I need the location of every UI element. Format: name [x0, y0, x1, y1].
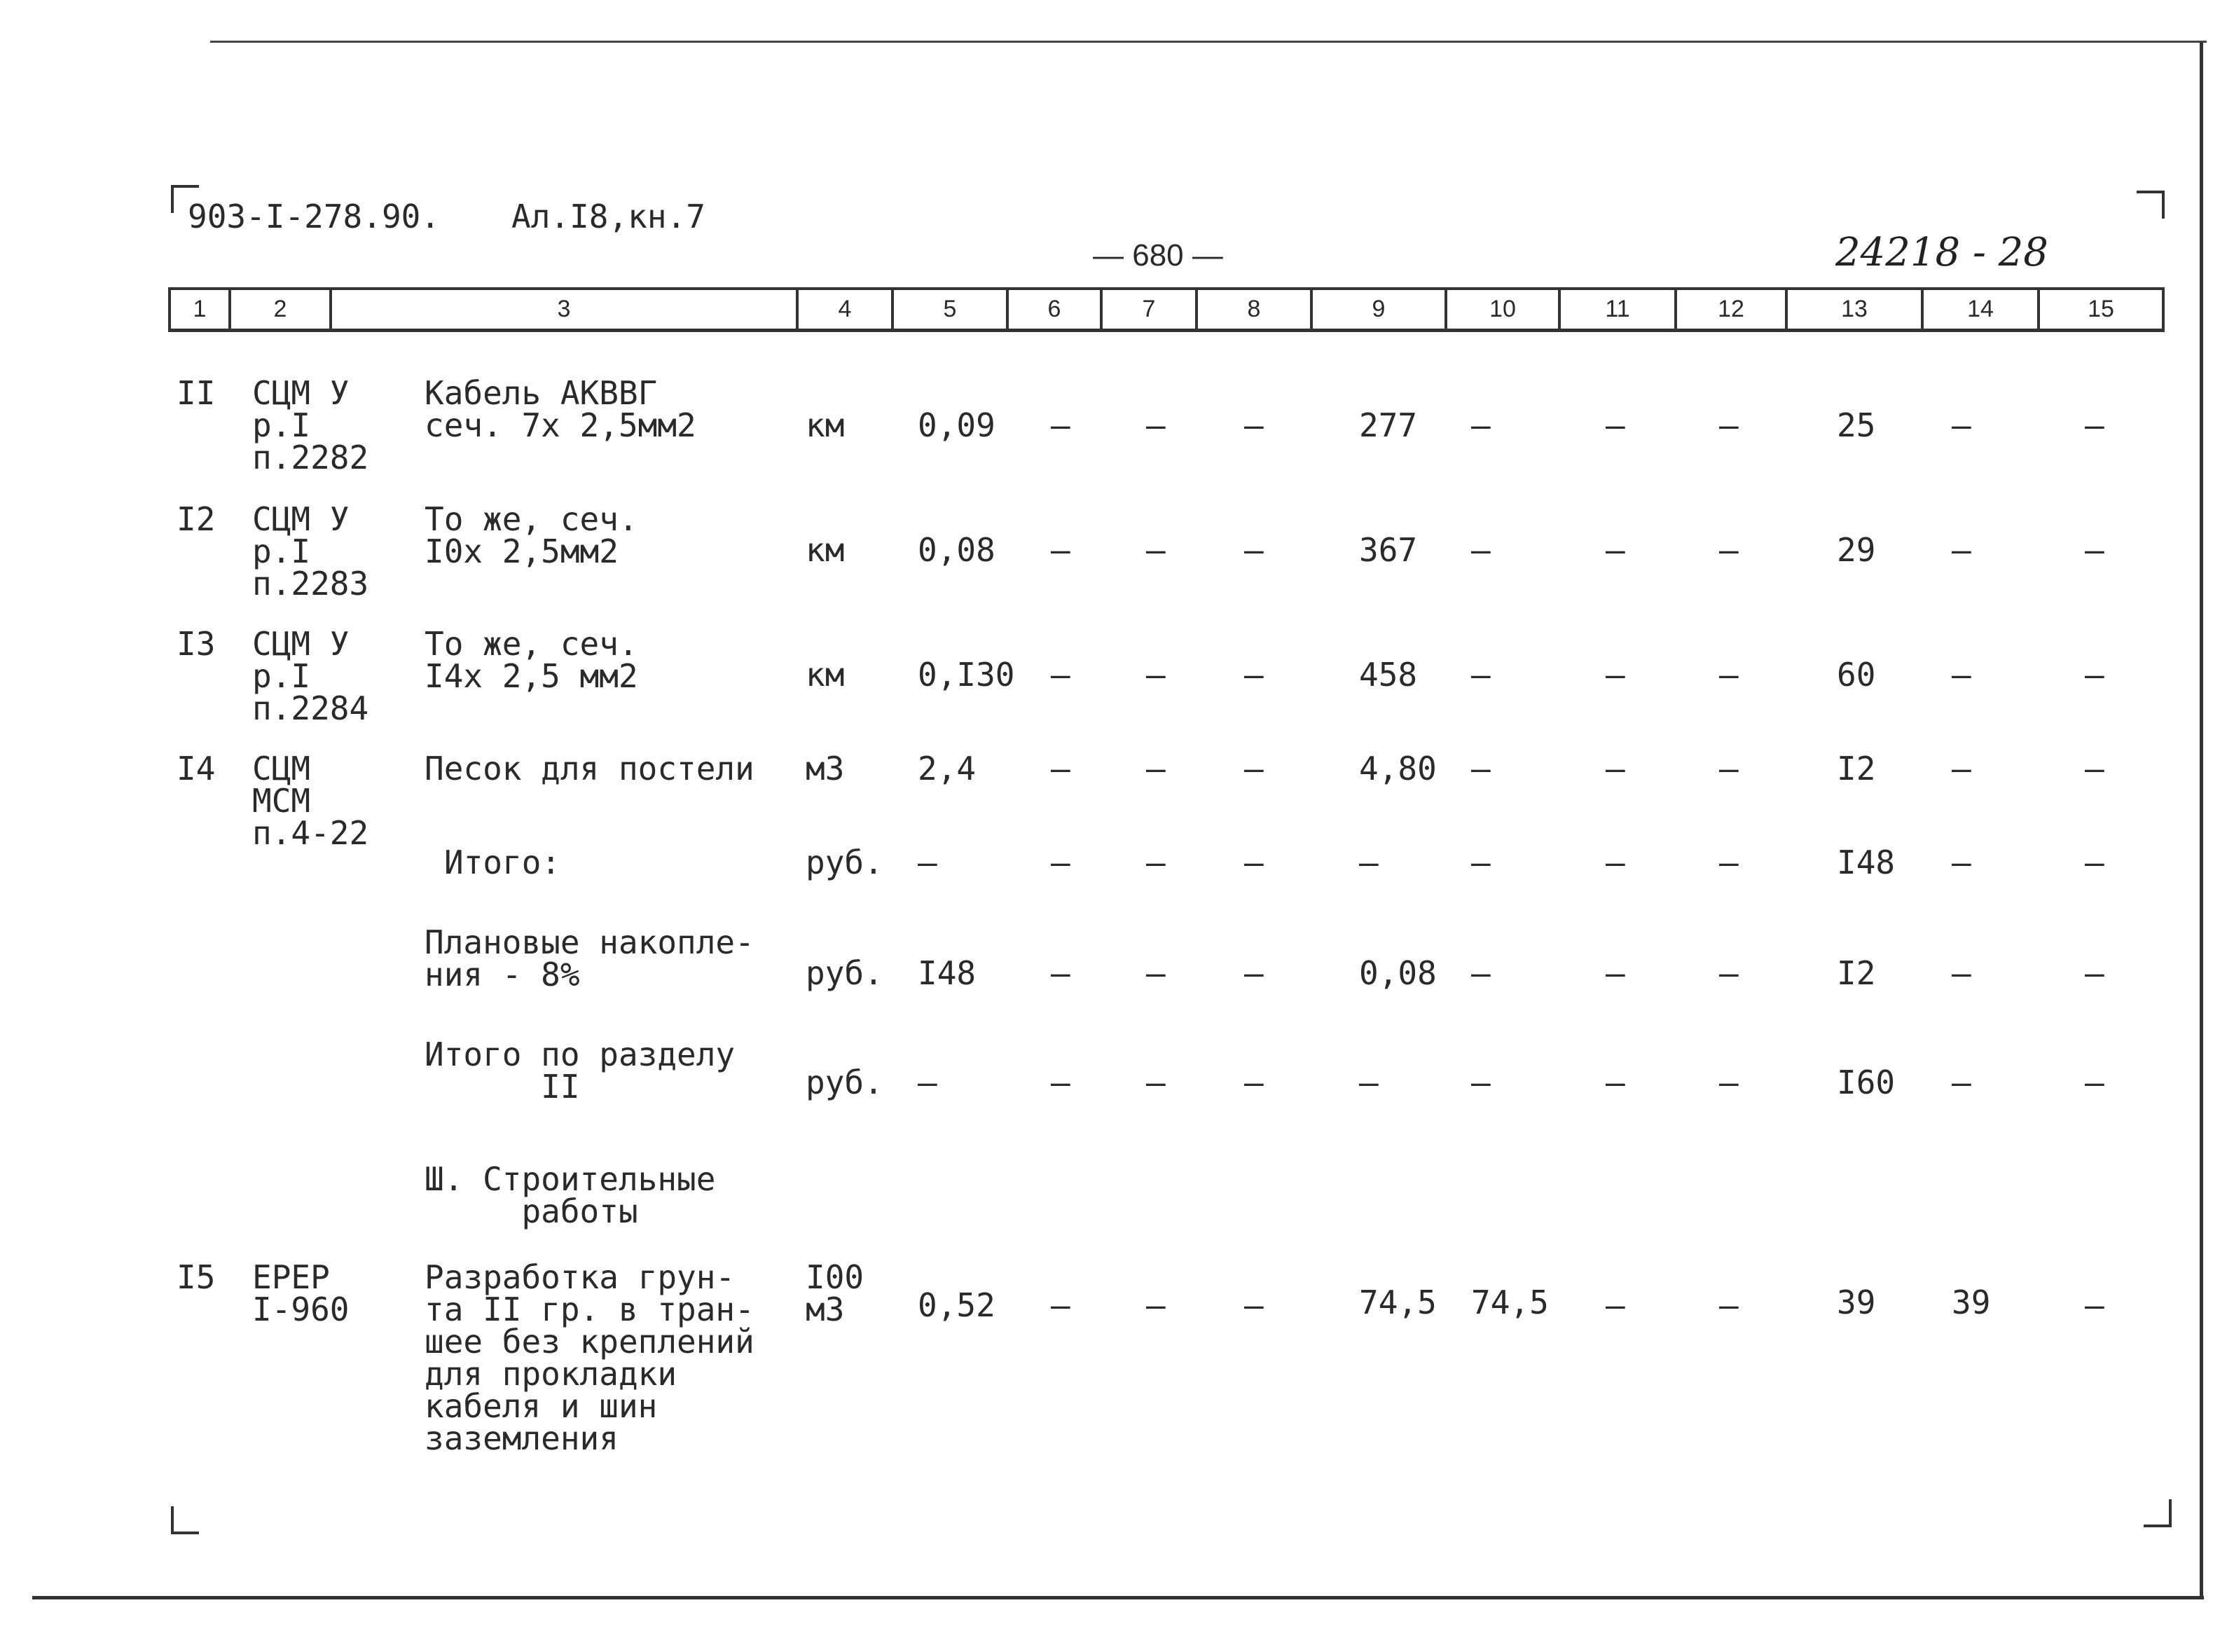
- column-header-13: 13: [1785, 290, 1921, 329]
- row-col13: I2: [1837, 750, 1876, 787]
- total-description: Плановые накопле- ния - 8%: [425, 923, 754, 993]
- row-col15: –: [2085, 656, 2104, 694]
- column-header-9: 9: [1310, 290, 1444, 329]
- row-unit: I00 м3: [806, 1258, 864, 1328]
- total-quantity: –: [918, 844, 937, 881]
- total-col13: I60: [1837, 1064, 1896, 1101]
- row-col8: –: [1244, 406, 1264, 444]
- row-number: II: [177, 374, 216, 412]
- row-number: I3: [177, 625, 216, 663]
- total-col12: –: [1719, 1064, 1739, 1101]
- row-col11: –: [1606, 531, 1625, 569]
- total-col11: –: [1606, 844, 1625, 881]
- row-source: ЕРЕР I-960: [252, 1258, 350, 1328]
- column-header-3: 3: [329, 290, 796, 329]
- row-col13: 39: [1837, 1283, 1876, 1321]
- row-col13: 60: [1837, 656, 1876, 694]
- row-col9: 74,5: [1359, 1283, 1437, 1321]
- total-col11: –: [1606, 954, 1625, 992]
- total-col15: –: [2085, 1064, 2104, 1101]
- total-description: Итого по разделу II: [425, 1035, 736, 1106]
- corner-mark-bottom-left: [171, 1506, 199, 1534]
- row-source: СЦМ У р.I п.2282: [252, 374, 369, 476]
- row-col12: –: [1719, 531, 1739, 569]
- total-col10: –: [1471, 844, 1491, 881]
- frame-bottom-line: [32, 1596, 2204, 1599]
- total-col14: –: [1952, 1064, 1971, 1101]
- row-description: Разработка грун- та II гр. в тран- шее без креплений для прокладки кабеля и шин заземления: [425, 1258, 754, 1457]
- row-col10: –: [1471, 656, 1491, 694]
- column-header-6: 6: [1006, 290, 1100, 329]
- handwritten-reference: 24218 - 28: [1835, 230, 2048, 275]
- column-header-12: 12: [1674, 290, 1785, 329]
- row-col9: 367: [1359, 531, 1418, 569]
- row-col11: –: [1606, 1286, 1625, 1324]
- column-header-11: 11: [1558, 290, 1674, 329]
- total-col12: –: [1719, 844, 1739, 881]
- total-col12: –: [1719, 954, 1739, 992]
- column-header-10: 10: [1444, 290, 1558, 329]
- row-col11: –: [1606, 656, 1625, 694]
- column-header-1: 1: [168, 290, 228, 329]
- row-col9: 458: [1359, 656, 1418, 694]
- section-title: Ш. Строительные работы: [425, 1160, 716, 1230]
- column-number-header: [168, 287, 2165, 332]
- column-header-2: 2: [228, 290, 329, 329]
- total-col15: –: [2085, 844, 2104, 881]
- row-unit: м3: [806, 750, 845, 787]
- row-col12: –: [1719, 406, 1739, 444]
- total-col8: –: [1244, 1064, 1264, 1101]
- row-col13: 25: [1837, 406, 1876, 444]
- corner-mark-bottom-right: [2144, 1499, 2172, 1527]
- row-col7: –: [1146, 1286, 1166, 1324]
- row-col10: –: [1471, 750, 1491, 787]
- row-col8: –: [1244, 656, 1264, 694]
- row-description: Кабель АКВВГ сеч. 7х 2,5мм2: [425, 374, 696, 444]
- total-unit: руб.: [806, 844, 883, 881]
- row-col12: –: [1719, 750, 1739, 787]
- row-description: То же, сеч. I0х 2,5мм2: [425, 500, 638, 570]
- row-col10: 74,5: [1471, 1283, 1549, 1321]
- total-col6: –: [1051, 844, 1070, 881]
- total-unit: руб.: [806, 1064, 883, 1101]
- row-col13: 29: [1837, 531, 1876, 569]
- row-col7: –: [1146, 406, 1166, 444]
- row-col6: –: [1051, 1286, 1070, 1324]
- row-col12: –: [1719, 1286, 1739, 1324]
- row-col15: –: [2085, 750, 2104, 787]
- row-source: СЦМ У р.I п.2283: [252, 500, 369, 603]
- column-header-8: 8: [1195, 290, 1310, 329]
- total-col7: –: [1146, 1064, 1166, 1101]
- row-unit: км: [806, 406, 845, 444]
- total-col8: –: [1244, 844, 1264, 881]
- row-description: Песок для постели: [425, 750, 754, 787]
- frame-top-line: [210, 41, 2207, 43]
- corner-mark-top-right: [2137, 191, 2165, 219]
- total-col9: –: [1359, 844, 1379, 881]
- row-col14: 39: [1952, 1283, 1991, 1321]
- row-col10: –: [1471, 531, 1491, 569]
- total-col7: –: [1146, 954, 1166, 992]
- row-quantity: 0,08: [918, 531, 995, 569]
- total-unit: руб.: [806, 954, 883, 992]
- column-header-7: 7: [1100, 290, 1195, 329]
- row-col7: –: [1146, 656, 1166, 694]
- row-col9: 277: [1359, 406, 1418, 444]
- row-col7: –: [1146, 750, 1166, 787]
- row-number: I5: [177, 1258, 216, 1296]
- total-col13: I2: [1837, 954, 1876, 992]
- row-col15: –: [2085, 1286, 2104, 1324]
- row-quantity: 2,4: [918, 750, 977, 787]
- total-col11: –: [1606, 1064, 1625, 1101]
- row-col15: –: [2085, 406, 2104, 444]
- total-col9: –: [1359, 1064, 1379, 1101]
- total-quantity: –: [918, 1064, 937, 1101]
- total-col7: –: [1146, 844, 1166, 881]
- row-col15: –: [2085, 531, 2104, 569]
- row-description: То же, сеч. I4х 2,5 мм2: [425, 625, 638, 695]
- row-col14: –: [1952, 531, 1971, 569]
- total-col8: –: [1244, 954, 1264, 992]
- total-col14: –: [1952, 844, 1971, 881]
- row-col14: –: [1952, 656, 1971, 694]
- row-col6: –: [1051, 656, 1070, 694]
- row-col12: –: [1719, 656, 1739, 694]
- row-col8: –: [1244, 1286, 1264, 1324]
- total-quantity: I48: [918, 954, 977, 992]
- total-col6: –: [1051, 1064, 1070, 1101]
- document-code: 903-I-278.90.: [188, 198, 441, 235]
- total-col6: –: [1051, 954, 1070, 992]
- row-quantity: 0,I30: [918, 656, 1015, 694]
- row-col6: –: [1051, 406, 1070, 444]
- row-number: I4: [177, 750, 216, 787]
- total-col10: –: [1471, 1064, 1491, 1101]
- column-header-5: 5: [891, 290, 1006, 329]
- row-col11: –: [1606, 406, 1625, 444]
- row-source: СЦМ МСМ п.4-22: [252, 750, 369, 852]
- total-col9: 0,08: [1359, 954, 1437, 992]
- row-unit: км: [806, 531, 845, 569]
- total-col13: I48: [1837, 844, 1896, 881]
- row-col14: –: [1952, 406, 1971, 444]
- column-header-4: 4: [796, 290, 891, 329]
- album-reference: Ал.I8,кн.7: [511, 198, 705, 235]
- row-col7: –: [1146, 531, 1166, 569]
- total-description: Итого:: [444, 844, 561, 881]
- row-col10: –: [1471, 406, 1491, 444]
- row-col11: –: [1606, 750, 1625, 787]
- total-col14: –: [1952, 954, 1971, 992]
- total-col10: –: [1471, 954, 1491, 992]
- row-quantity: 0,09: [918, 406, 995, 444]
- row-quantity: 0,52: [918, 1286, 995, 1324]
- frame-right-line: [2200, 42, 2203, 1597]
- page-number: — 680 —: [1093, 238, 1223, 273]
- row-unit: км: [806, 656, 845, 694]
- row-source: СЦМ У р.I п.2284: [252, 625, 369, 727]
- row-col6: –: [1051, 750, 1070, 787]
- column-header-14: 14: [1921, 290, 2037, 329]
- row-col9: 4,80: [1359, 750, 1437, 787]
- row-col8: –: [1244, 750, 1264, 787]
- row-col6: –: [1051, 531, 1070, 569]
- total-col15: –: [2085, 954, 2104, 992]
- column-header-15: 15: [2037, 290, 2165, 329]
- row-number: I2: [177, 500, 216, 538]
- row-col14: –: [1952, 750, 1971, 787]
- row-col8: –: [1244, 531, 1264, 569]
